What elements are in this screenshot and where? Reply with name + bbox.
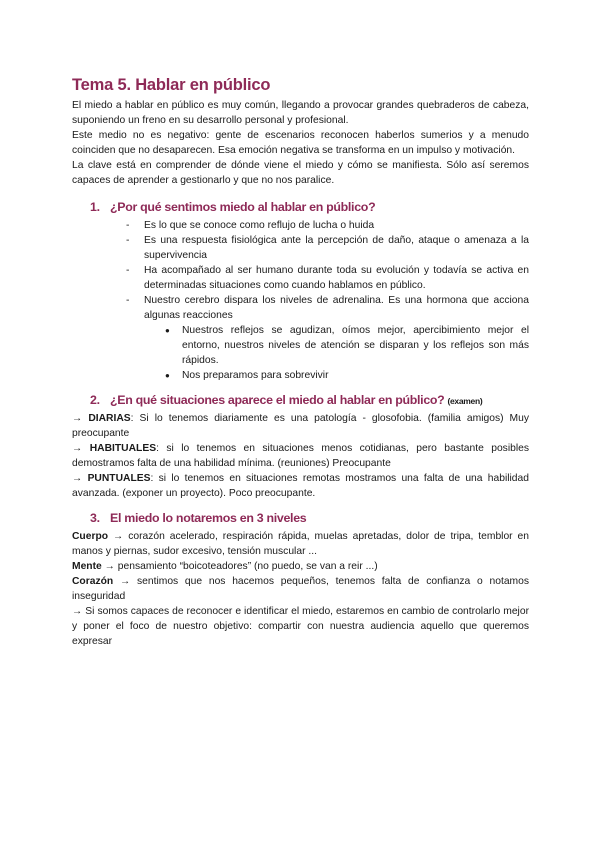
exam-note: (examen) — [447, 396, 483, 406]
entry-text: : si lo tenemos en situaciones remotas mostramos una falta de una habilidad avanzada. (exponer un proyecto). Poco preocupante. — [72, 473, 529, 499]
section-1-heading — [90, 200, 529, 214]
section-title: ¿Por qué sentimos miedo al hablar en público? — [110, 200, 376, 214]
sub-list-item: ● Nos preparamos para sobrevivir — [182, 368, 529, 383]
section-number: 1. — [90, 200, 100, 214]
intro-paragraph: El miedo a hablar en público es muy común, llegando a provocar grandes quebraderos de cabeza, suponiendo un freno en su desarrollo personal y profesional. — [72, 100, 529, 126]
level-entry — [72, 559, 529, 574]
situation-entry — [72, 441, 529, 471]
arrow: → — [72, 443, 90, 454]
list-item: - Ha acompañado al ser humano durante toda su evolución y todavía se activa en determinadas situaciones como cuando hablamos en público. — [144, 263, 529, 293]
entry-label: Cuerpo — [72, 531, 109, 542]
level-entry — [72, 529, 529, 559]
level-entry — [72, 574, 529, 604]
entry-text: → corazón acelerado, respiración rápida, muelas apretadas, dolor de tripa, temblor en manos y piernas, sudor excesivo, tensión muscular ... — [72, 531, 529, 557]
section-title: El miedo lo notaremos en 3 niveles — [110, 511, 307, 525]
entry-text: → pensamiento “boicoteadores” (no puedo, se van a reir ...) — [101, 561, 378, 572]
section-number: 3. — [90, 511, 100, 525]
sub-list-item: ● Nuestros reflejos se agudizan, oímos mejor, apercibimiento mejor el entorno, nuestros niveles de atención se disparan y los reflejos son más rápidos. — [182, 323, 529, 368]
section-1-list — [72, 218, 529, 383]
list-item-text: Nuestro cerebro dispara los niveles de adrenalina. Es una hormona que acciona algunas reacciones — [144, 295, 529, 321]
section-2-heading — [90, 393, 529, 407]
document-page — [72, 76, 529, 649]
entry-text: → sentimos que nos hacemos pequeños, tenemos falta de confianza o notamos inseguridad — [72, 576, 529, 602]
section-title: ¿En qué situaciones aparece el miedo al hablar en público? — [110, 393, 445, 407]
arrow: → — [72, 473, 88, 484]
entry-text: : Si lo tenemos diariamente es una patología - glosofobia. (familia amigos) Muy preocupante — [72, 413, 529, 439]
entry-label: HABITUALES — [89, 443, 157, 454]
situation-entry — [72, 471, 529, 501]
entry-label: PUNTUALES — [87, 473, 151, 484]
list-item: - Es una respuesta fisiológica ante la percepción de daño, ataque o amenaza a la supervivencia — [144, 233, 529, 263]
list-item — [144, 293, 529, 383]
entry-text: : si lo tenemos en situaciones menos cotidianas, pero bastante posibles demostramos falta de una habilidad mínima. (reuniones) Preocupante — [72, 443, 529, 469]
intro-paragraph: La clave está en comprender de dónde viene el miedo y cómo se manifiesta. Sólo así seremos capaces de aprender a gestionarlo y que no nos paralice. — [72, 160, 529, 186]
section-3-heading — [90, 511, 529, 525]
closing-paragraph: → Si somos capaces de reconocer e identificar el miedo, estaremos en cambio de controlarlo mejor y poner el foco de nuestro objetivo: compartir con nuestra audiencia aquello que queremos expresar — [72, 606, 529, 647]
situation-entry — [72, 411, 529, 441]
list-item: - Es lo que se conoce como reflujo de lucha o huida — [144, 218, 529, 233]
entry-label: Mente — [72, 561, 102, 572]
entry-label: DIARIAS — [88, 413, 131, 424]
section-number: 2. — [90, 393, 100, 407]
arrow: → — [72, 413, 89, 424]
entry-label: Corazón — [72, 576, 114, 587]
page-title: Tema 5. Hablar en público — [72, 76, 271, 94]
sub-list — [144, 323, 529, 383]
intro-paragraph: Este medio no es negativo: gente de escenarios reconocen haberlos sumerios y a menudo coinciden que no desaparecen. Esa emoción negativa se transforma en un impulso y motivación. — [72, 130, 529, 156]
